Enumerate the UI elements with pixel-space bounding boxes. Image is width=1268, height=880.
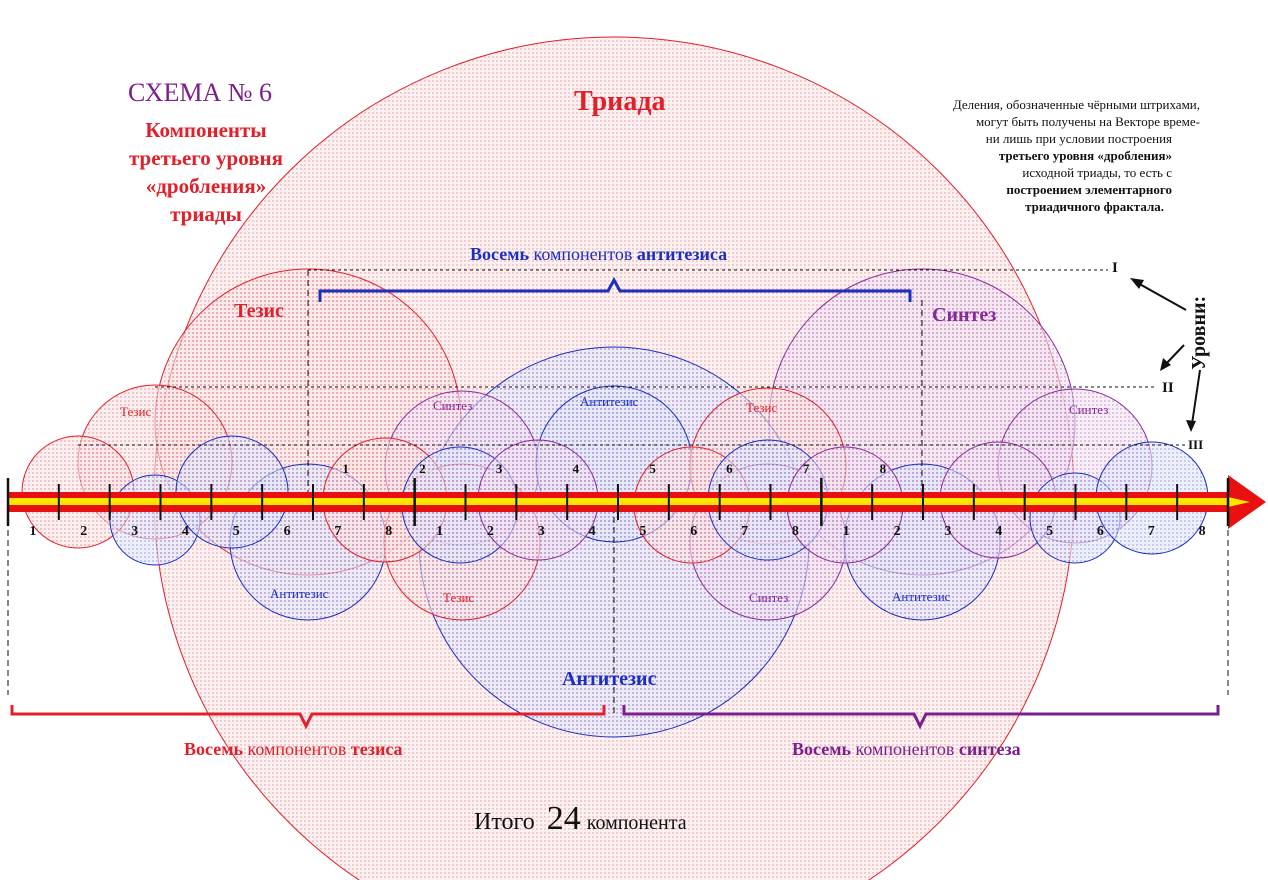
small-sintez-label: Синтез: [749, 590, 789, 605]
segment-number: 6: [283, 524, 291, 539]
small-sintez-label: Синтез: [433, 398, 473, 413]
antitezis-label: Антитезис: [562, 668, 657, 690]
levels-title: Уровни:: [1188, 295, 1210, 370]
note-line: триадичного фрактала.: [1025, 199, 1164, 214]
segment-number: 7: [741, 524, 749, 539]
antitezis-segment-number: 3: [495, 461, 503, 476]
triada-label: Триада: [574, 86, 666, 117]
arrow-to-level-III-head: [1186, 420, 1196, 432]
segment-number: 5: [232, 524, 240, 539]
segment-number: 2: [486, 524, 494, 539]
segment-number: 4: [181, 524, 189, 539]
segment-number: 4: [995, 524, 1003, 539]
eight-sintez-caption: Восемь компонентов синтеза: [792, 739, 1021, 759]
small-tezis-label: Тезис: [746, 400, 778, 415]
schema-subtitle-line: Компоненты: [145, 118, 267, 142]
segment-number: 8: [791, 524, 799, 539]
total-suffix: компонента: [586, 812, 687, 834]
note-text: [880, 96, 1200, 215]
note-line: исходной триады, то есть с: [1022, 165, 1172, 180]
antitezis-segment-number: 6: [726, 461, 733, 476]
segment-number: 6: [690, 524, 698, 539]
tezis-label: Тезис: [234, 300, 284, 322]
segment-number: 7: [1147, 524, 1155, 539]
total-line: [474, 800, 687, 838]
small-tezis-label: Тезис: [120, 404, 152, 419]
segment-number: 7: [334, 524, 342, 539]
antitezis-segment-number: 2: [419, 461, 426, 476]
note-line: могут быть получены на Векторе време-: [975, 114, 1200, 129]
antitezis-segment-number: 1: [342, 461, 349, 476]
segment-number: 4: [588, 524, 596, 539]
small-antitezis-label: Антитезис: [270, 586, 329, 601]
small-tezis-label: Тезис: [443, 590, 475, 605]
segment-number: 3: [131, 524, 139, 539]
level-I-label: I: [1112, 260, 1118, 276]
segment-number: 3: [537, 524, 545, 539]
segment-number: 8: [1198, 524, 1206, 539]
segment-number: 1: [29, 524, 37, 539]
antitezis-segment-number: 7: [802, 461, 810, 476]
segment-number: 6: [1096, 524, 1104, 539]
eight-antitezis-caption: Восемь компонентов антитезиса: [470, 244, 728, 264]
eight-tezis-caption: Восемь компонентов тезиса: [184, 739, 403, 759]
total-prefix: Итого: [474, 809, 535, 835]
schema-subtitle-line: «дробления»: [145, 174, 267, 198]
schema-subtitle: [106, 116, 306, 228]
level-III-label: III: [1188, 437, 1204, 452]
small-antitezis-label: Антитезис: [580, 394, 639, 409]
note-line: ни лишь при условии построения: [985, 131, 1172, 146]
segment-number: 5: [1046, 524, 1054, 539]
total-number: 24: [546, 800, 581, 837]
antitezis-segment-number: 5: [649, 461, 656, 476]
small-antitezis-label: Антитезис: [892, 589, 951, 604]
note-line: третьего уровня «дробления»: [998, 148, 1172, 163]
antitezis-segment-number: 4: [572, 461, 580, 476]
schema-subtitle-line: третьего уровня: [128, 146, 284, 170]
segment-number: 8: [385, 524, 393, 539]
level-II-label: II: [1162, 380, 1174, 396]
arrow-to-level-III: [1192, 370, 1200, 424]
note-line: построением элементарного: [1006, 182, 1172, 197]
segment-number: 5: [639, 524, 647, 539]
schema-subtitle-line: триады: [170, 202, 242, 226]
small-sintez-label: Синтез: [1069, 402, 1109, 417]
antitezis-segment-number: 8: [879, 461, 887, 476]
sintez-label: Синтез: [932, 304, 997, 326]
schema-title: СХЕМА № 6: [128, 78, 273, 107]
segment-number: 1: [842, 524, 850, 539]
arrow-to-level-I: [1136, 282, 1186, 310]
segment-number: 1: [436, 524, 444, 539]
segment-number: 2: [893, 524, 901, 539]
note-line: Деления, обозначенные чёрными штрихами,: [952, 97, 1200, 112]
segment-number: 2: [80, 524, 88, 539]
arrow-to-level-I-head: [1130, 278, 1144, 289]
segment-number: 3: [944, 524, 952, 539]
